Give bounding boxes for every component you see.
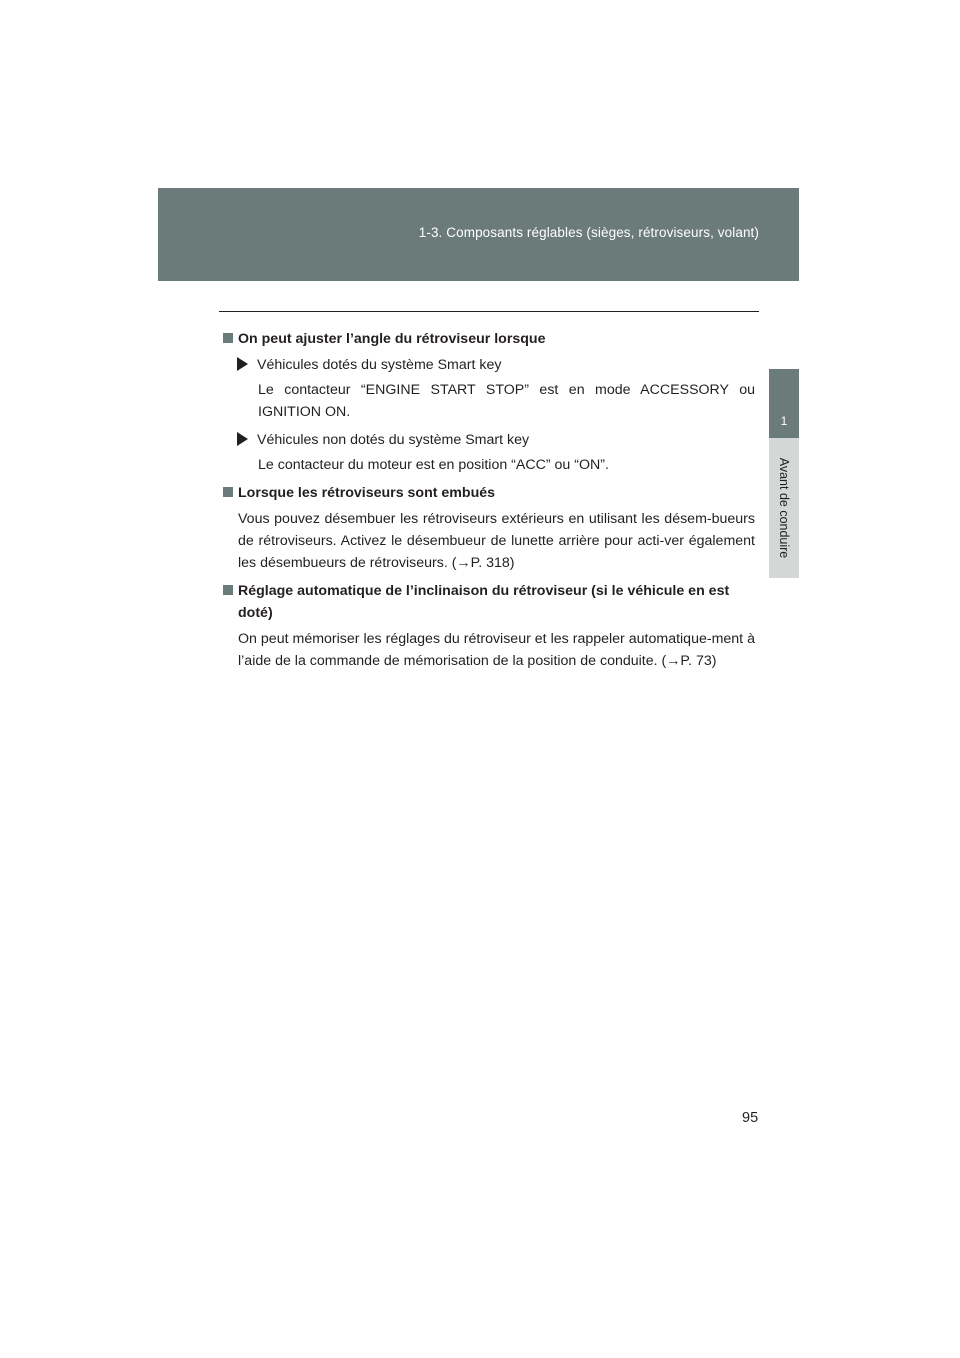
section-text: Vous pouvez désembuer les rétroviseurs extérieurs en utilisant les désem-bueurs de rétroviseurs. Activez le désembueur de lunette arrière pour acti-ver également les désembueurs de rétroviseurs. (→P. 318) — [238, 511, 755, 571]
section-heading: Lorsque les rétroviseurs sont embués — [223, 482, 755, 504]
chapter-label-tab — [769, 438, 799, 578]
square-bullet-icon — [223, 487, 233, 497]
sub-item-text: Le contacteur “ENGINE START STOP” est en mode ACCESSORY ou IGNITION ON. — [258, 382, 755, 420]
square-bullet-icon — [223, 333, 233, 343]
divider — [219, 311, 759, 312]
page-content — [223, 328, 755, 678]
triangle-arrow-icon — [237, 432, 248, 446]
sub-item-title: Véhicules non dotés du système Smart key — [237, 429, 755, 451]
page-number: 95 — [742, 1110, 759, 1126]
section-heading: On peut ajuster l’angle du rétroviseur lorsque — [223, 328, 755, 350]
section-heading: Réglage automatique de l’inclinaison du rétroviseur (si le véhicule en est doté) — [223, 580, 755, 624]
chapter-tab — [769, 369, 799, 438]
sub-item-title: Véhicules dotés du système Smart key — [237, 354, 755, 376]
triangle-arrow-icon — [237, 357, 248, 371]
chapter-number: 1 — [780, 414, 788, 428]
header-band — [158, 188, 799, 281]
square-bullet-icon — [223, 585, 233, 595]
chapter-label: Avant de conduire — [777, 457, 791, 559]
section-title: 1-3. Composants réglables (sièges, rétroviseurs, volant) — [418, 225, 759, 240]
sub-item-text: Le contacteur du moteur est en position “ACC” ou “ON”. — [258, 457, 609, 473]
section-text: On peut mémoriser les réglages du rétroviseur et les rappeler automatique-ment à l’aide de la commande de mémorisation de la position de conduite. (→P. 73) — [238, 631, 755, 669]
